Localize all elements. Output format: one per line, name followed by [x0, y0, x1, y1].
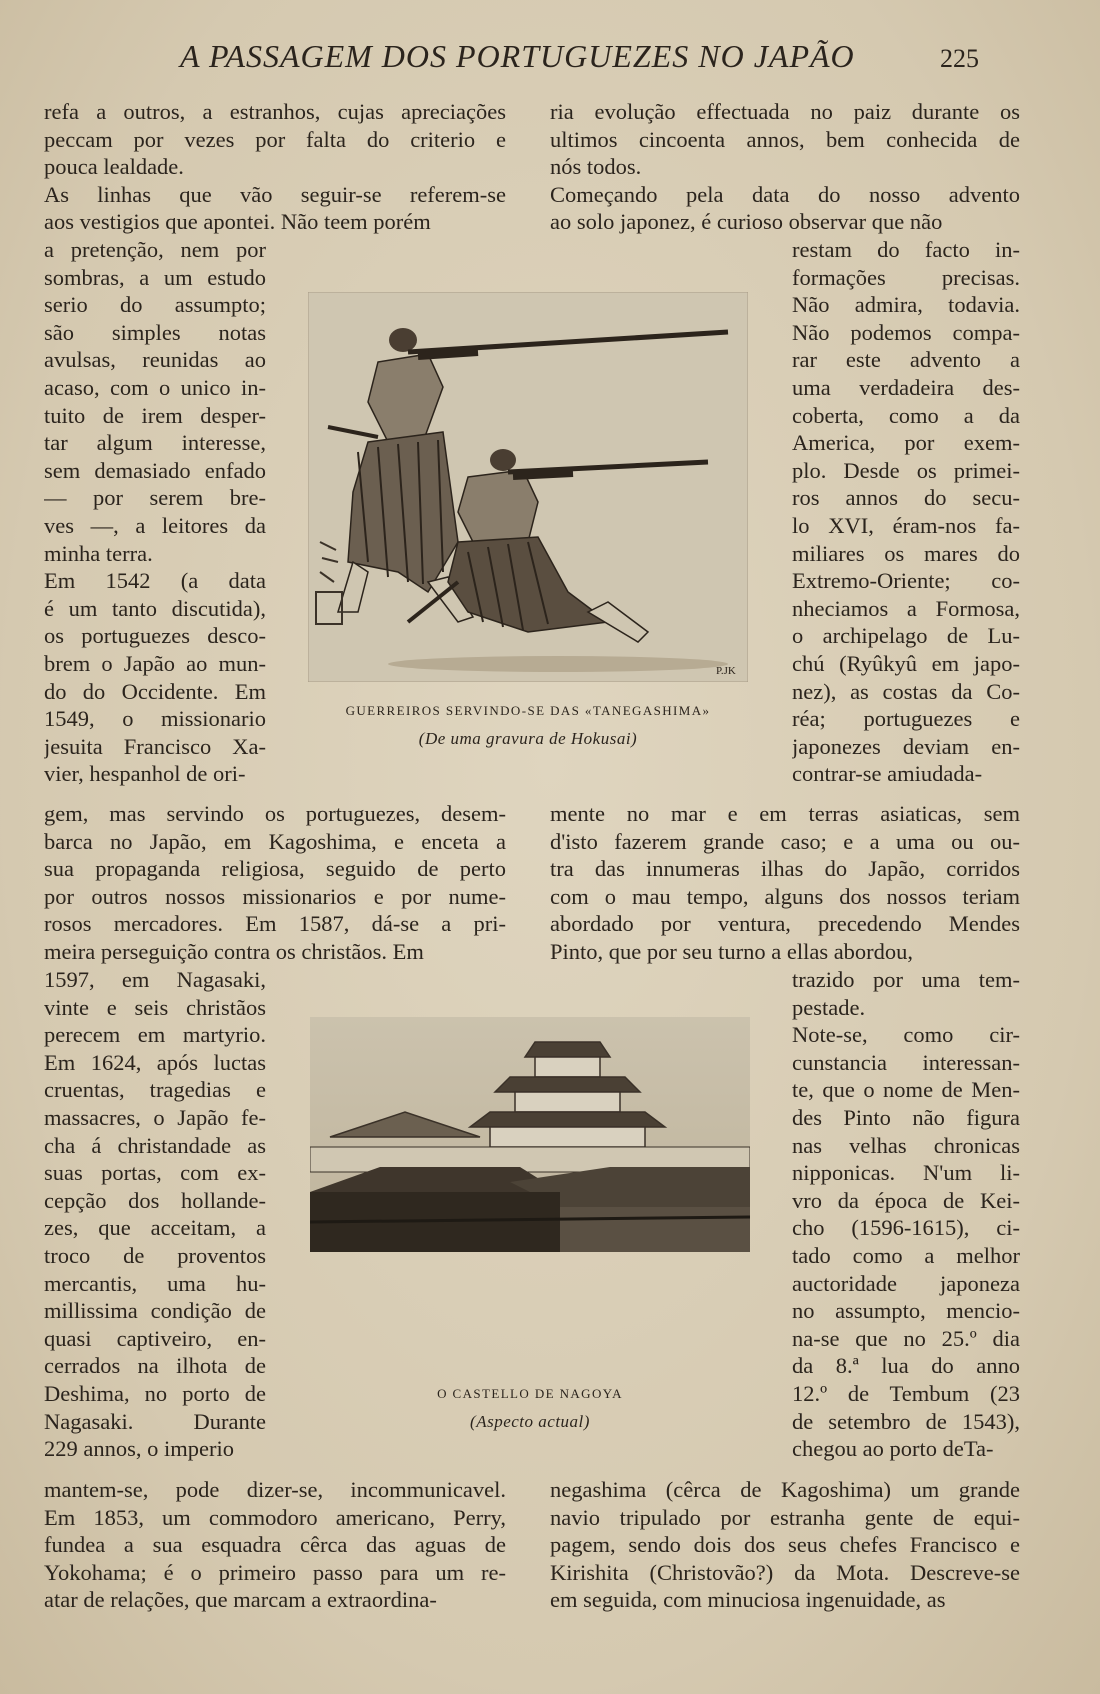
nagoya-caption [305, 1386, 755, 1432]
tanegashima-caption-source: (De uma gravura de Hokusai) [418, 729, 638, 748]
text-line: plo. Desde os primei- [792, 457, 1020, 483]
nagoya-caption-title: O CASTELLO DE NAGOYA [437, 1386, 623, 1401]
tanegashima-caption-title: GUERREIROS SERVINDO-SE DAS «TANEGASHIMA» [345, 703, 711, 718]
text-line: formações precisas. [792, 264, 1020, 290]
text-line: Em 1542 (a data [44, 568, 266, 594]
text-line: tra das innumeras ilhas do Japão, corridos [550, 856, 1020, 882]
text-line: pestade. [792, 994, 866, 1020]
text-line: nas velhas chronicas [792, 1132, 1020, 1158]
text-line: Nagasaki. Durante [44, 1408, 266, 1434]
text-line: uma verdadeira des- [792, 374, 1020, 400]
text-line: brem o Japão ao mun- [44, 650, 266, 676]
text-line: suas portas, com ex- [44, 1160, 266, 1186]
text-line: tar algum interesse, [44, 430, 266, 456]
text-line: restam do facto in- [792, 237, 1020, 262]
left-top-paragraph [44, 98, 506, 236]
text-line: Deshima, no porto de [44, 1380, 266, 1406]
castle-illustration [310, 1017, 750, 1252]
text-line: no assumpto, mencio- [792, 1298, 1020, 1324]
text-line: d'isto fazerem grande caso; e a uma ou ou- [550, 828, 1020, 854]
text-line: a pretenção, nem por [44, 237, 266, 262]
text-line: te, que o nome de Men- [792, 1077, 1020, 1103]
text-line: ultimos cincoenta annos, bem conhecida de [550, 126, 1020, 152]
right-top-paragraph [550, 98, 1020, 236]
text-line: réa; portuguezes e [792, 706, 1020, 732]
text-line: por outros nossos missionarios e por nume- [44, 883, 506, 909]
text-line: rar este advento a [792, 347, 1020, 373]
right-bottom-paragraph [550, 1476, 1020, 1614]
text-line: coberta, como a da [792, 402, 1020, 428]
text-line: ros annos do secu- [792, 485, 1020, 511]
text-line: Em 1853, um commodoro americano, Perry, [44, 1504, 506, 1530]
text-line: cunstancia interessan- [792, 1049, 1020, 1075]
page-number: 225 [940, 44, 979, 73]
text-line: 1597, em Nagasaki, [44, 967, 266, 992]
right-narrow-text-1 [792, 236, 1020, 788]
text-line: minha terra. [44, 540, 153, 566]
left-bottom-paragraph [44, 1476, 506, 1614]
left-narrow-text-1 [44, 236, 266, 788]
tanegashima-engraving [308, 292, 748, 682]
text-line: nipponicas. N'um li- [792, 1160, 1020, 1186]
text-line: fundea a sua esquadra cêrca das aguas de [44, 1532, 506, 1558]
text-line: Note-se, como cir- [792, 1022, 1020, 1048]
text-line: ao solo japonez, é curioso observar que não [550, 209, 943, 235]
text-line: miliares os mares do [792, 540, 1020, 566]
text-line: japonezes deviam en- [792, 733, 1020, 759]
text-line: mente no mar e em terras asiaticas, sem [550, 801, 1020, 826]
text-line: Não podemos compa- [792, 319, 1020, 345]
text-line: pouca lealdade. [44, 154, 184, 180]
text-line: lo XVI, éram-nos fa- [792, 512, 1020, 538]
text-line: tuito de irem desper- [44, 402, 266, 428]
text-line: atar de relações, que marcam a extraordina- [44, 1587, 437, 1613]
text-line: são simples notas [44, 319, 266, 345]
text-line: rosos mercadores. Em 1587, dá-se a pri- [44, 911, 506, 937]
text-line: vier, hespanhol de ori- [44, 761, 246, 787]
text-line: perecem em martyrio. [44, 1022, 266, 1048]
text-line: sem demasiado enfado [44, 457, 266, 483]
text-line: tado como a melhor [792, 1242, 1020, 1268]
text-line: na-se que no 25.º dia [792, 1325, 1020, 1351]
text-line: navio tripulado por estranha gente de equi- [550, 1504, 1020, 1530]
engraver-signature: P.JK [716, 665, 736, 677]
text-line: ria evolução effectuada no paiz durante os [550, 99, 1020, 124]
text-line: Não admira, todavia. [792, 292, 1020, 318]
text-line: Em 1624, após luctas [44, 1049, 266, 1075]
text-line: sua propaganda religiosa, seguido de perto [44, 856, 506, 882]
right-narrow-text-2 [792, 966, 1020, 1463]
text-line: meira perseguição contra os christãos. Em [44, 938, 424, 964]
nagoya-castle-photo [310, 1017, 750, 1252]
text-line: barca no Japão, em Kagoshima, e enceta a [44, 828, 506, 854]
text-line: trazido por uma tem- [792, 967, 1020, 992]
text-line: os portuguezes desco- [44, 623, 266, 649]
text-line: 229 annos, o imperio [44, 1436, 234, 1462]
text-line: nez), as costas da Co- [792, 678, 1020, 704]
text-line: avulsas, reunidas ao [44, 347, 266, 373]
text-line: da 8.ª lua do anno [792, 1353, 1020, 1379]
text-line: — por serem bre- [44, 485, 266, 511]
text-line: 12.º de Tembum (23 [792, 1380, 1020, 1406]
text-line: sombras, a um estudo [44, 264, 266, 290]
text-line: ves —, a leitores da [44, 512, 266, 538]
text-line: mantem-se, pode dizer-se, incommunicavel. [44, 1477, 506, 1502]
text-line: Começando pela data do nosso advento [550, 181, 1020, 207]
right-middle-paragraph [550, 800, 1020, 966]
text-line: aos vestigios que apontei. Não teem porém [44, 209, 431, 235]
text-line: em seguida, com minuciosa ingenuidade, as [550, 1587, 946, 1613]
text-line: acaso, com o unico in- [44, 374, 266, 400]
text-line: America, por exem- [792, 430, 1020, 456]
text-line: chú (Ryûkyû em japo- [792, 650, 1020, 676]
text-line: peccam por vezes por falta do criterio e [44, 126, 506, 152]
text-line: cruentas, tragedias e [44, 1077, 266, 1103]
text-line: Yokohama; é o primeiro passo para um re- [44, 1559, 506, 1585]
text-line: gem, mas servindo os portuguezes, desem- [44, 801, 506, 826]
text-line: massacres, o Japão fe- [44, 1104, 266, 1130]
text-line: de setembro de 1543), [792, 1408, 1020, 1434]
text-line: des Pinto não figura [792, 1104, 1020, 1130]
tanegashima-caption [300, 703, 756, 749]
text-line: contrar-se amiudada- [792, 761, 983, 787]
text-line: Kirishita (Christovão?) da Mota. Descreve-se [550, 1559, 1020, 1585]
text-line: vro da época de Kei- [792, 1187, 1020, 1213]
text-line: negashima (cêrca de Kagoshima) um grande [550, 1477, 1020, 1502]
text-line: é um tanto discutida), [44, 595, 266, 621]
text-line: As linhas que vão seguir-se referem-se [44, 181, 506, 207]
text-line: troco de proventos [44, 1242, 266, 1268]
text-line: com o mau tempo, alguns dos nossos teriam [550, 883, 1020, 909]
warriors-illustration [308, 292, 748, 682]
text-line: zes, que acceitam, a [44, 1215, 266, 1241]
text-line: Pinto, que por seu turno a ellas abordou, [550, 938, 914, 964]
text-line: quasi captiveiro, en- [44, 1325, 266, 1351]
text-line: cerrados na ilhota de [44, 1353, 266, 1379]
text-line: nós todos. [550, 154, 642, 180]
text-line: 1549, o missionario [44, 706, 266, 732]
text-line: Extremo-Oriente; co- [792, 568, 1020, 594]
text-line: auctoridade japoneza [792, 1270, 1020, 1296]
text-line: chegou ao porto deTa- [792, 1436, 994, 1462]
text-line: millissima condição de [44, 1298, 266, 1324]
text-line: refa a outros, a estranhos, cujas apreciações [44, 99, 506, 124]
left-middle-paragraph [44, 800, 506, 966]
text-line: pagem, sendo dois dos seus chefes Francisco e [550, 1532, 1020, 1558]
nagoya-caption-source: (Aspecto actual) [470, 1412, 590, 1431]
text-line: cha á christandade as [44, 1132, 266, 1158]
text-line: do do Occidente. Em [44, 678, 266, 704]
left-narrow-text-2 [44, 966, 266, 1463]
text-line: o archipelago de Lu- [792, 623, 1020, 649]
text-line: vinte e seis christãos [44, 994, 266, 1020]
text-line: jesuita Francisco Xa- [44, 733, 266, 759]
text-line: nheciamos a Formosa, [792, 595, 1020, 621]
running-title: A PASSAGEM DOS PORTUGUEZES NO JAPÃO [180, 38, 855, 74]
text-line: serio do assumpto; [44, 292, 266, 318]
text-line: cho (1596-1615), ci- [792, 1215, 1020, 1241]
text-line: cepção dos hollande- [44, 1187, 266, 1213]
text-line: mercantis, uma hu- [44, 1270, 266, 1296]
text-line: abordado por ventura, precedendo Mendes [550, 911, 1020, 937]
